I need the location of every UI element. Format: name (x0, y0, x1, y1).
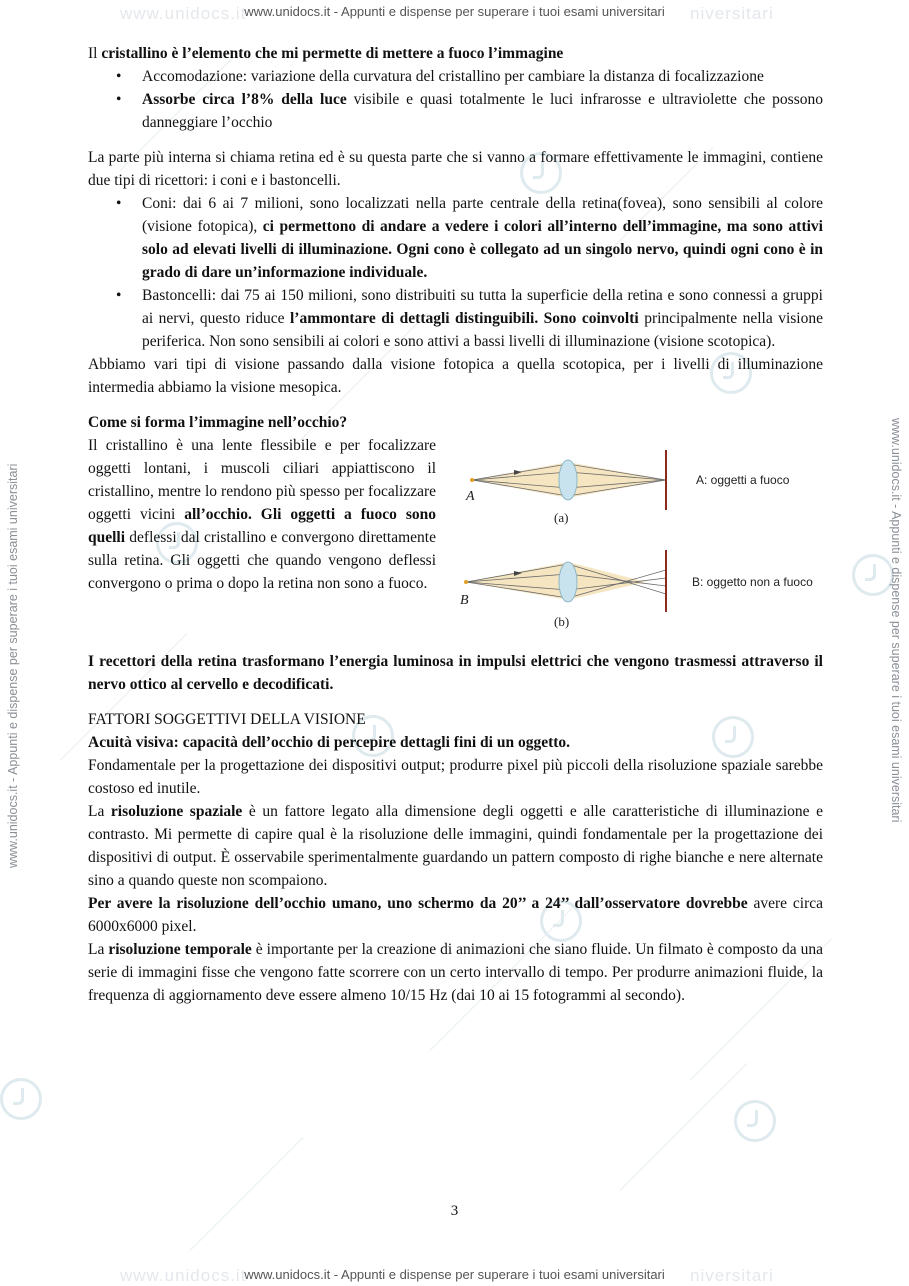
section-title: FATTORI SOGGETTIVI DELLA VISIONE (88, 711, 366, 728)
footer-watermark-text[interactable]: www.unidocs.it - Appunti e dispense per superare i tuoi esami universitari (244, 1267, 665, 1282)
recettori-paragraph: I recettori della retina trasformano l’energia luminosa in impulsi elettrici che vengono trasmessi attraverso il nervo ottico al cervello e decodificati. (88, 653, 823, 693)
image-formation-text: Il cristallino è una lente flessibile e per focalizzare oggetti lontani, i muscoli ciliari appiattiscono il cristallino, mentre lo rendono più spesso per focalizzare oggetti vicini all’occhio. Gli oggetti a fuoco sono quelli deflessi dal cristallino e convergono direttamente sulla retina. Gli oggetti che quando vengono deflessi convergono o prima o dopo la retina non sono a fuoco. (88, 437, 436, 592)
cristallino-list (88, 65, 823, 134)
watermark-logo-icon (734, 1100, 776, 1142)
image-formation-block (88, 434, 823, 642)
cristallino-intro: Il cristallino è l’elemento che mi permette di mettere a fuoco l’immagine (88, 45, 564, 62)
risoluzione-occhio-paragraph: Per avere la risoluzione dell’occhio umano, uno schermo da 20’’ a 24’’ dall’osservatore dovrebbe avere circa 6000x6000 pixel. (88, 895, 823, 935)
diagram-caption-b: (b) (554, 614, 570, 629)
side-watermark-right: www.unidocs.it - Appunti e dispense per superare i tuoi esami universitari (889, 418, 903, 823)
diagram-caption-a: (a) (554, 510, 569, 525)
lens-focus-diagram (456, 444, 822, 638)
diagram-label-a: A: oggetti a fuoco (696, 473, 790, 487)
diagram-label-b: B: oggetto non a fuoco (692, 575, 813, 589)
list-item: • Assorbe circa l’8% della luce visibile e quasi totalmente le luci infrarosse e ultraviolette che possono danneggiare l’occhio (88, 88, 823, 134)
watermark-ghost-text: niversitari (690, 4, 774, 23)
risoluzione-spaziale-paragraph: La risoluzione spaziale è un fattore legato alla dimensione degli oggetti e alle caratteristiche di illuminazione e contrasto. Mi permette di capire qual è la risoluzione delle immagini, quindi fondamentale per la progettazione dei dispositivi di output. È osservabile sperimentalmente guardando un pattern composto di righe bianche e nere alternate sino a quando queste non scompaiono. (88, 803, 823, 889)
header-watermark-text[interactable]: www.unidocs.it - Appunti e dispense per superare i tuoi esami universitari (244, 4, 665, 19)
diagram-letter-b: B (460, 593, 469, 608)
diagram-letter-a: A (466, 489, 475, 504)
page-number: 3 (450, 1203, 459, 1219)
watermark-ghost-text: www.unidocs.it (120, 4, 247, 23)
watermark-line (190, 1137, 304, 1251)
watermark-ghost-text: www.unidocs.it (120, 1266, 247, 1285)
diagram-panel-a (465, 450, 790, 525)
document-body (88, 42, 823, 1007)
watermark-logo-icon (0, 1078, 42, 1120)
watermark-ghost-text: niversitari (690, 1266, 774, 1285)
list-item: • Coni: dai 6 ai 7 milioni, sono localizzati nella parte centrale della retina(fovea), sono sensibili al colore (visione fotopica), ci permettono di andare a vedere i colori all’interno dell’immagine, ma sono attivi solo ad elevati livelli di illuminazione. Ogni cono è collegato ad un singolo nervo, quindi ogni cono è in grado di dare un’informazione individuale. (88, 192, 823, 284)
acuita-paragraph: Acuità visiva: capacità dell’occhio di percepire dettagli fini di un oggetto. (88, 734, 571, 751)
section-question: Come si forma l’immagine nell’occhio? (88, 414, 348, 431)
diagram-panel-b (460, 550, 813, 629)
watermark-logo-icon (852, 554, 894, 596)
risoluzione-temporale-paragraph: La risoluzione temporale è importante per la creazione di animazioni che siano fluide. Un filmato è composto da una serie di immagini fisse che vengono fatte scorrere con un certo intervallo di tempo. Per produrre animazioni fluide, la frequenza di aggiornamento deve essere almeno 10/15 Hz (dai 10 ai 15 fotogrammi al secondo). (88, 941, 823, 1004)
watermark-line (620, 1063, 748, 1191)
ricettori-list (88, 192, 823, 353)
retina-paragraph: La parte più interna si chiama retina ed è su questa parte che si vanno a formare effettivamente le immagini, contiene due tipi di ricettori: i coni e i bastoncelli. (88, 149, 823, 189)
list-item: • Bastoncelli: dai 75 ai 150 milioni, sono distribuiti su tutta la superficie della retina e sono connessi a gruppi ai nervi, questo riduce l’ammontare di dettagli distinguibili. Sono coinvolti principalmente nella visione periferica. Non sono sensibili ai colori e sono attivi a bassi livelli di illuminazione (visione scotopica). (88, 284, 823, 353)
fondamentale-paragraph: Fondamentale per la progettazione dei dispositivi output; produrre pixel più piccoli della risoluzione spaziale sarebbe costoso ed inutile. (88, 757, 823, 797)
side-watermark-left: www.unidocs.it - Appunti e dispense per superare i tuoi esami universitari (6, 463, 20, 868)
list-item: • Accomodazione: variazione della curvatura del cristallino per cambiare la distanza di focalizzazione (88, 65, 823, 88)
visione-paragraph: Abbiamo vari tipi di visione passando dalla visione fotopica a quella scotopica, per i livelli di illuminazione intermedia abbiamo la visione mesopica. (88, 356, 823, 396)
